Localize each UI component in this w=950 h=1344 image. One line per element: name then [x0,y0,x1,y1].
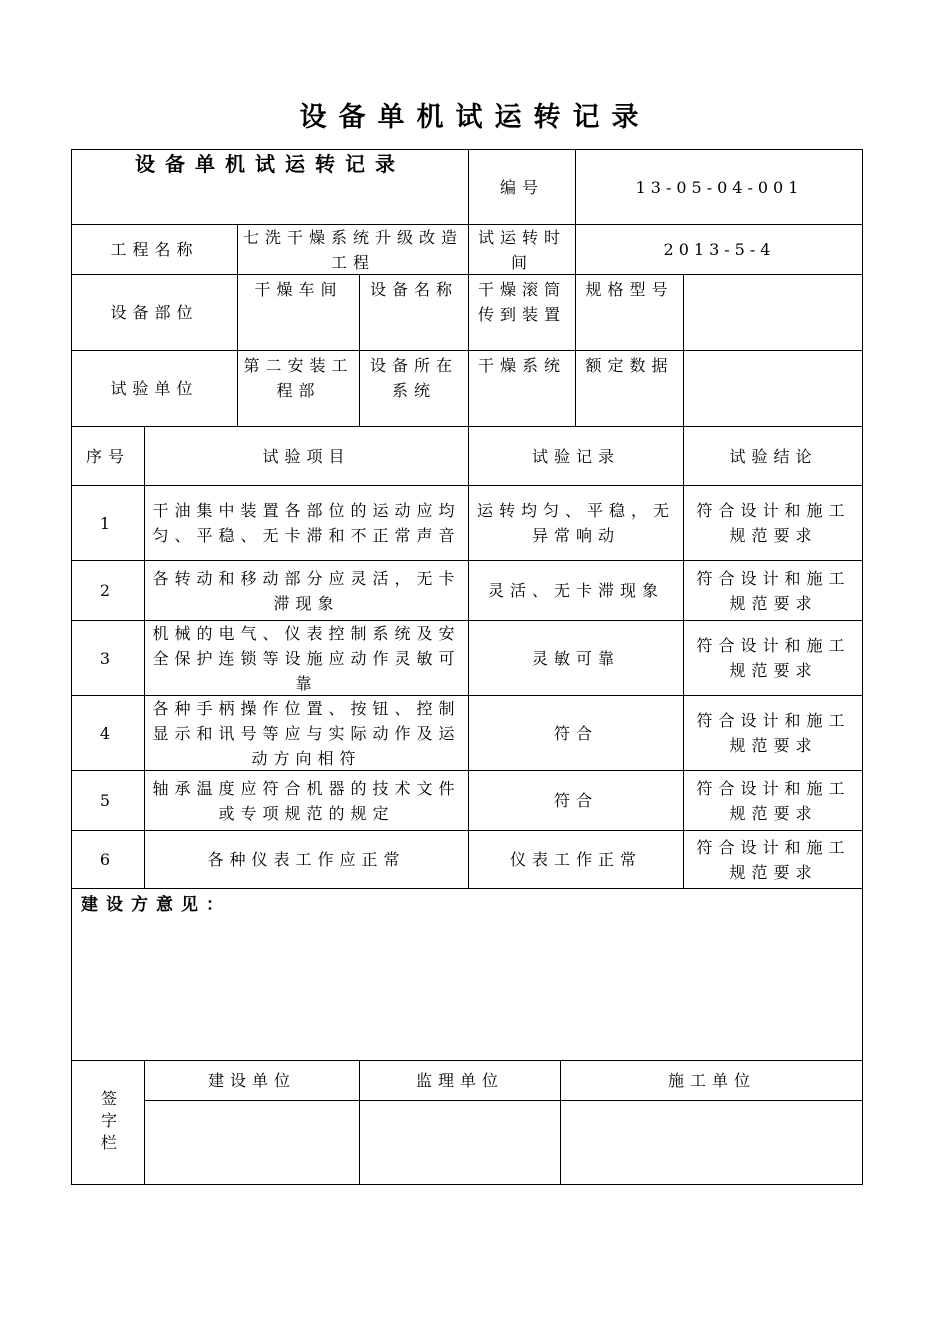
row-6-record: 仪表工作正常 [469,831,684,889]
col-header-no: 序号 [72,427,145,486]
equipment-name-value: 干燥滚筒传到装置 [469,275,576,351]
number-value: 13-05-04-001 [576,150,863,225]
number-label: 编号 [469,150,576,225]
row-3-conclusion: 符合设计和施工规范要求 [684,621,863,696]
col-header-conclusion: 试验结论 [684,427,863,486]
page-title: 设备单机试运转记录 [299,102,651,133]
sign-box-constructor[interactable] [561,1101,863,1185]
equipment-location-label: 设备部位 [72,275,238,351]
row-6-conclusion: 符合设计和施工规范要求 [684,831,863,889]
row-1-record: 运转均匀、平稳，无异常响动 [469,486,684,561]
row-2-no: 2 [72,561,145,621]
equipment-location-value: 干燥车间 [238,275,360,351]
row-3-no: 3 [72,621,145,696]
row-2-record: 灵活、无卡滞现象 [469,561,684,621]
opinion-label: 建设方意见： [81,895,231,915]
sign-col-supervisor: 监理单位 [360,1061,561,1101]
row-5-record: 符合 [469,771,684,831]
row-5-item: 轴承温度应符合机器的技术文件或专项规范的规定 [145,771,469,831]
row-5-conclusion: 符合设计和施工规范要求 [684,771,863,831]
rated-data-value [684,351,863,427]
spec-model-value [684,275,863,351]
row-4-conclusion: 符合设计和施工规范要求 [684,696,863,771]
row-2-item: 各转动和移动部分应灵活，无卡滞现象 [145,561,469,621]
row-5-no: 5 [72,771,145,831]
rated-data-label: 额定数据 [576,351,684,427]
row-6-item: 各种仪表工作应正常 [145,831,469,889]
sign-col-owner: 建设单位 [145,1061,360,1101]
row-4-no: 4 [72,696,145,771]
row-2-conclusion: 符合设计和施工规范要求 [684,561,863,621]
col-header-item: 试验项目 [145,427,469,486]
row-1-conclusion: 符合设计和施工规范要求 [684,486,863,561]
form-title: 设备单机试运转记录 [135,152,405,176]
system-value: 干燥系统 [469,351,576,427]
form-title-cell [72,150,469,225]
project-name-label: 工程名称 [72,225,238,275]
opinion-content[interactable] [81,925,851,1045]
test-unit-label: 试验单位 [72,351,238,427]
record-form [71,149,863,1185]
row-1-item: 干油集中装置各部位的运动应均匀、平稳、无卡滞和不正常声音 [145,486,469,561]
test-unit-value: 第二安装工程部 [238,351,360,427]
row-6-no: 6 [72,831,145,889]
equipment-name-label: 设备名称 [360,275,469,351]
sign-col-constructor: 施工单位 [561,1061,863,1101]
test-time-label: 试运转时间 [469,225,576,275]
system-label: 设备所在系统 [360,351,469,427]
spec-model-label: 规格型号 [576,275,684,351]
row-3-record: 灵敏可靠 [469,621,684,696]
row-4-record: 符合 [469,696,684,771]
row-4-item: 各种手柄操作位置、按钮、控制显示和讯号等应与实际动作及运动方向相符 [145,696,469,771]
test-time-value: 2013-5-4 [576,225,863,275]
sign-box-supervisor[interactable] [360,1101,561,1185]
col-header-record: 试验记录 [469,427,684,486]
project-name-value: 七洗干燥系统升级改造工程 [238,225,469,275]
row-3-item: 机械的电气、仪表控制系统及安全保护连锁等设施应动作灵敏可靠 [145,621,469,696]
row-1-no: 1 [72,486,145,561]
signature-label: 签字栏 [72,1061,145,1185]
sign-box-owner[interactable] [145,1101,360,1185]
